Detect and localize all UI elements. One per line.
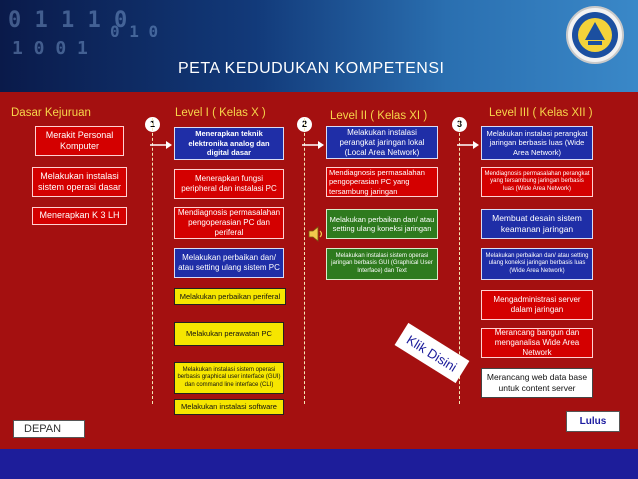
level-number-3: 3: [452, 117, 467, 132]
competency-box[interactable]: Melakukan instalasi sistem operasi dasar: [32, 167, 127, 197]
competency-box[interactable]: Mendiagnosis permasalahan pengoperasian PC dan periferal: [174, 207, 284, 239]
competency-box[interactable]: Merakit Personal Komputer: [35, 126, 124, 156]
competency-box[interactable]: Mendiagnosis permasalahan perangkat yang tersambung jaringan berbasis luas (Wide Area Network): [481, 167, 593, 197]
competency-box[interactable]: Menerapkan K 3 LH: [32, 207, 127, 225]
tut-wuri-handayani-logo: [566, 6, 624, 64]
competency-box[interactable]: Melakukan instalasi sistem operasi berbasis graphical user interface (GUI) dan command line interface (CLI): [174, 362, 284, 394]
arrow-right-icon: [150, 141, 172, 149]
lulus-button[interactable]: Lulus: [566, 411, 620, 432]
speaker-icon[interactable]: [307, 225, 325, 243]
column-divider: [152, 118, 154, 404]
binary-decoration: 1 0 0 1: [12, 38, 88, 59]
competency-box[interactable]: Melakukan instalasi sistem operasi jaringan berbasis GUI (Graphical User Interface) dan Text: [326, 248, 438, 280]
competency-box[interactable]: Merancang bangun dan menganalisa Wide Area Network: [481, 328, 593, 358]
header-dasar: Dasar Kejuruan: [11, 107, 91, 119]
header-banner: [0, 0, 638, 92]
binary-decoration: 0 1 0: [110, 22, 159, 41]
competency-box[interactable]: Menerapkan teknik elektronika analog dan digital dasar: [174, 127, 284, 160]
depan-button[interactable]: DEPAN: [13, 420, 85, 438]
column-divider: [304, 118, 306, 404]
arrow-right-icon: [457, 141, 479, 149]
header-level1: Level I ( Kelas X ): [175, 107, 266, 119]
competency-box[interactable]: Mengadministrasi server dalam jaringan: [481, 290, 593, 320]
competency-box[interactable]: Melakukan perbaikan dan/ atau setting ulang sistem PC: [174, 248, 284, 278]
arrow-right-icon: [302, 141, 324, 149]
competency-box[interactable]: Merancang web data base untuk content server: [481, 368, 593, 398]
competency-box[interactable]: Melakukan perawatan PC: [174, 322, 284, 346]
footer-bar: [0, 449, 638, 479]
competency-box[interactable]: Melakukan perbaikan periferal: [174, 288, 286, 305]
competency-box[interactable]: Melakukan perbaikan dan/ atau setting ulang koneksi jaringan: [326, 209, 438, 239]
binary-decoration: 0 1 1 1 0: [8, 8, 128, 33]
competency-box[interactable]: Melakukan instalasi perangkat jaringan berbasis luas (Wide Area Network): [481, 126, 593, 160]
klik-disini-button[interactable]: Klik Disini: [395, 323, 470, 383]
level-number-2: 2: [297, 117, 312, 132]
competency-box[interactable]: Melakukan instalasi software: [174, 399, 284, 415]
header-level2: Level II ( Kelas XI ): [330, 110, 428, 122]
level-number-1: 1: [145, 117, 160, 132]
competency-box[interactable]: Melakukan instalasi perangkat jaringan lokal (Local Area Network): [326, 126, 438, 159]
competency-box[interactable]: Melakukan perbaikan dan/ atau setting ulang koneksi jaringan berbasis luas (Wide Area Network): [481, 248, 593, 280]
competency-box[interactable]: Membuat desain sistem keamanan jaringan: [481, 209, 593, 239]
header-level3: Level III ( Kelas XII ): [489, 107, 593, 119]
competency-box[interactable]: Menerapkan fungsi peripheral dan instalasi PC: [174, 169, 284, 199]
page-title: PETA KEDUDUKAN KOMPETENSI: [178, 60, 445, 77]
competency-box[interactable]: Mendiagnosis permasalahan pengoperasian PC yang tersambung jaringan: [326, 167, 438, 197]
